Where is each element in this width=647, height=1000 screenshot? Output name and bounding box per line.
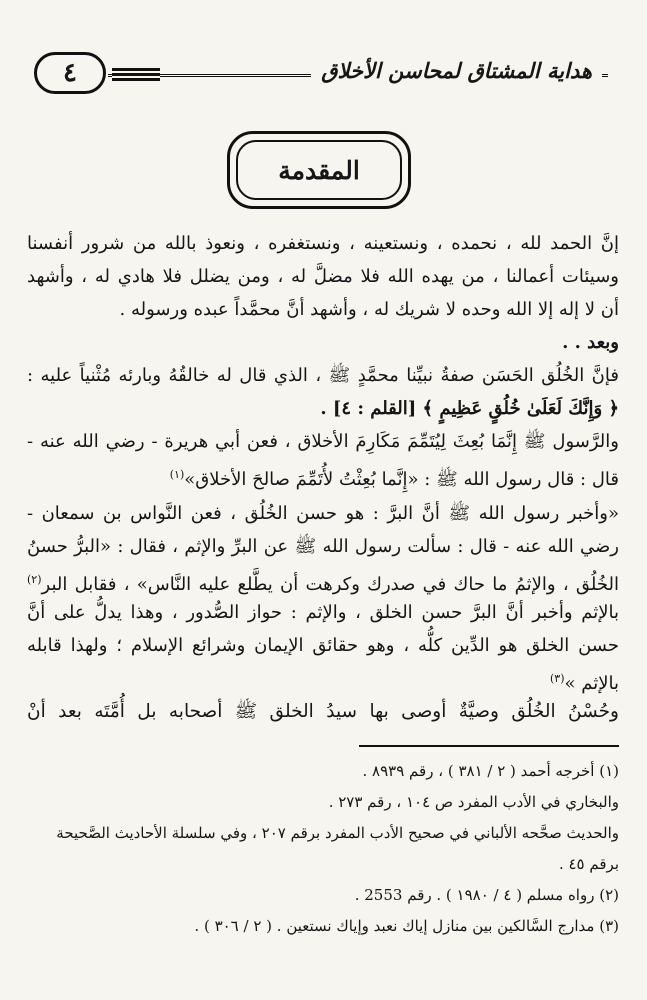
footnote: والبخاري في الأدب المفرد ص ١٠٤ ، رقم ٢٧٣ . xyxy=(328,793,619,811)
footnote-marker: (٣) xyxy=(550,672,565,685)
text-line xyxy=(27,458,619,491)
text-line: وبعد . . xyxy=(562,332,619,353)
section-title-frame xyxy=(227,131,411,209)
text-line: بالإثم وأخبر أنَّ البرَّ حسن الخلق ، والإثم : حواز الصُّدور ، وهذا يدلُّ على أنَّ xyxy=(27,602,619,623)
main-text xyxy=(27,227,619,728)
page-number: ٤ xyxy=(34,52,106,94)
quran-verse: ﴿ وَإِنَّكَ لَعَلَىٰ خُلُقٍ عَظِيمٍ ﴾ [القلم : ٤] . xyxy=(320,398,619,419)
book-title: هداية المشتاق لمحاسن الأخلاق xyxy=(311,58,602,83)
hadith-text: قال : قال رسول الله ﷺ : «إِنَّما بُعِثْتُ لأُتَمِّمَ صالحَ الأخلاق» xyxy=(184,469,619,490)
header-ornament xyxy=(112,66,160,82)
text-line: أن لا إله إلا الله وحده لا شريك له ، وأشهد أنَّ محمَّداً عبده ورسوله . xyxy=(119,299,619,320)
footnote: (٣) مدارج السَّالكين بين منازل إياك نعبد وإياك نستعين . ( ٢ / ٣٠٦ ) . xyxy=(194,917,619,935)
text-fragment: بالإثم » xyxy=(564,673,619,694)
text-line: وسيئات أعمالنا ، من يهده الله فلا مضلَّ له ، ومن يضلل فلا هادي له ، وأشهد xyxy=(27,266,619,287)
footnotes xyxy=(27,756,619,942)
page-header xyxy=(34,52,608,96)
footnote: والحديث صحَّحه الألباني في صحيح الأدب المفرد برقم ٢٠٧ ، وفي سلسلة الأحاديث الصَّحيحة xyxy=(56,824,619,842)
section-title: المقدمة xyxy=(236,140,402,200)
footnote: برقم ٤٥ . xyxy=(558,855,619,873)
text-line xyxy=(27,662,619,695)
text-line: «وأخبر رسول الله ﷺ أنَّ البرَّ : هو حسن الخُلُق ، فعن النَّواس بن سمعان - xyxy=(27,503,619,524)
text-line: رضي الله عنه - قال : سألت رسول الله ﷺ عن البرِّ والإثم ، فقال : «البرُّ حسنُ xyxy=(27,536,619,557)
hadith-text: الخُلُق ، والإثمُ ما حاك في صدرك وكرهت أن يطَّلع عليه النَّاس» ، فقابل البر xyxy=(41,574,619,595)
text-line xyxy=(27,563,619,596)
footnote: (٢) رواه مسلم ( ٤ / ١٩٨٠ ) . رقم 2553 . xyxy=(354,886,619,904)
footnote-marker: (١) xyxy=(169,468,185,481)
text-line: فإنَّ الخُلُق الحَسَن صفةُ نبيِّنا محمَّدٍ ﷺ ، الذي قال له خالقُهُ وبارئه مُثْنياً عليه : xyxy=(27,365,619,386)
footnote-rule xyxy=(359,745,619,747)
text-line: والرَّسول ﷺ إِنَّمَا بُعِثَ لِيُتَمِّمَ مَكَارِمَ الأخلاق ، فعن أبي هريرة - رضي الله عنه - xyxy=(27,431,619,452)
text-line: حسن الخلق هو الدِّين كلُّه ، وهو حقائق الإيمان وشرائع الإسلام ؛ ولهذا قابله xyxy=(27,635,619,656)
footnote-marker: (٢) xyxy=(27,573,42,586)
text-line: إنَّ الحمد لله ، نحمده ، ونستعينه ، ونستغفره ، ونعوذ بالله من شرور أنفسنا xyxy=(27,233,619,254)
text-line: وحُسْنُ الخُلُق وصيَّةٌ أوصى بها سيدُ الخلق ﷺ أصحابه بل أُمَّتَه بعد أنْ xyxy=(27,701,619,722)
footnote: (١) أخرجه أحمد ( ٢ / ٣٨١ ) ، رقم ٨٩٣٩ . xyxy=(362,762,619,780)
